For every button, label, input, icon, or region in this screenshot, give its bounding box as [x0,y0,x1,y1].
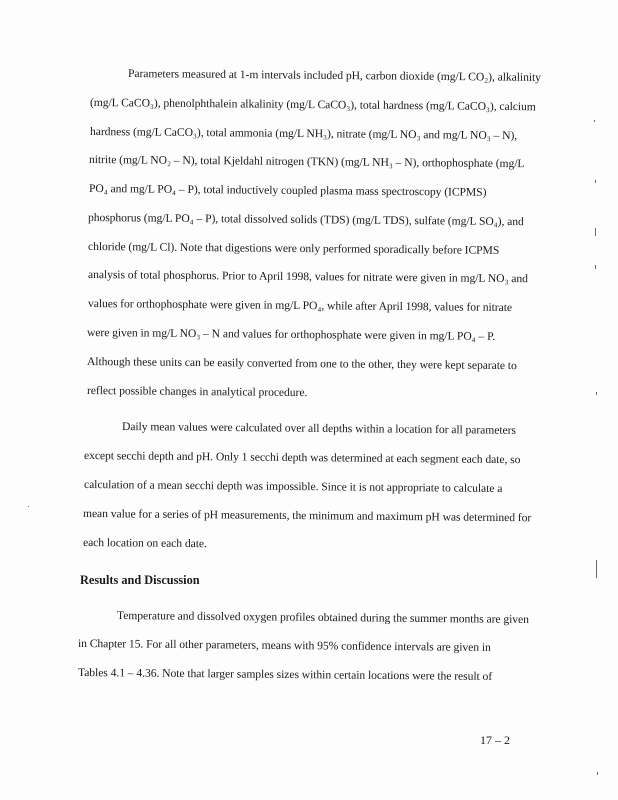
text-line: hardness (mg/L CaCO₃), total ammonia (mg/L NH₃), nitrate (mg/L NO₃ and mg/L NO₃ – N), [89,125,518,143]
text-line: Tables 4.1 – 4.36. Note that larger samples sizes within certain locations were the result of [77,666,493,683]
text-line: were given in mg/L NO₃ – N and values for orthophosphate were given in mg/L PO₄ – P. [86,326,496,343]
text-line: in Chapter 15. For all other parameters, means with 95% confidence intervals are given in [77,637,491,654]
results-heading: Results and Discussion [80,573,200,587]
text-line: except secchi depth and pH. Only 1 secchi depth was determined at each segment each date, so [83,449,521,467]
text-line: Daily mean values were calculated over all depths within a location for all parameters [121,420,516,437]
scan-speck [596,392,597,395]
text-line: mean value for a series of pH measurements, the minimum and maximum pH was determined for [82,507,532,525]
text-line: Parameters measured at 1-m intervals included pH, carbon dioxide (mg/L CO₂), alkalinity [127,67,542,84]
text-line: each location on each date. [82,536,207,551]
text-line: nitrite (mg/L NO₂ – N), total Kjeldahl nitrogen (TKN) (mg/L NH₃ – N), orthophosphate (mg/L [88,153,525,171]
scan-speck [595,228,596,236]
text-line: PO₄ and mg/L PO₄ – P), total inductively coupled plasma mass spectroscopy (ICPMS) [88,182,487,199]
scan-speck [597,772,598,775]
text-line: calculation of a mean secchi depth was impossible. Since it is not appropriate to calculate a [83,478,503,496]
page-number: 17 – 2 [480,733,510,747]
text-line: analysis of total phosphorus. Prior to April 1998, values for nitrate were given in mg/L NO₃ and [87,268,529,286]
text-line: (mg/L CaCO₃), phenolphthalein alkalinity (mg/L CaCO₃), total hardness (mg/L CaCO₃), calcium [89,96,536,114]
text-line: values for orthophosphate were given in mg/L PO₄, while after April 1998, values for nitrate [87,297,513,315]
text-line: reflect possible changes in analytical procedure. [86,384,308,400]
text-line: phosphorus (mg/L PO₄ – P), total dissolved solids (TDS) (mg/L TDS), sulfate (mg/L SO₄), and [87,211,524,229]
text-line: Although these units can be easily converted from one to the other, they were kept separate to [86,355,517,373]
text-line: Temperature and dissolved oxygen profiles obtained during the summer months are given [116,609,529,626]
scan-speck [596,560,597,578]
scan-speck [28,506,29,507]
scan-speck [594,120,595,122]
text-line: chloride (mg/L Cl). Note that digestions were only performed sporadically before ICPMS [87,240,500,257]
scan-speck [595,265,596,269]
scan-speck [595,180,596,183]
